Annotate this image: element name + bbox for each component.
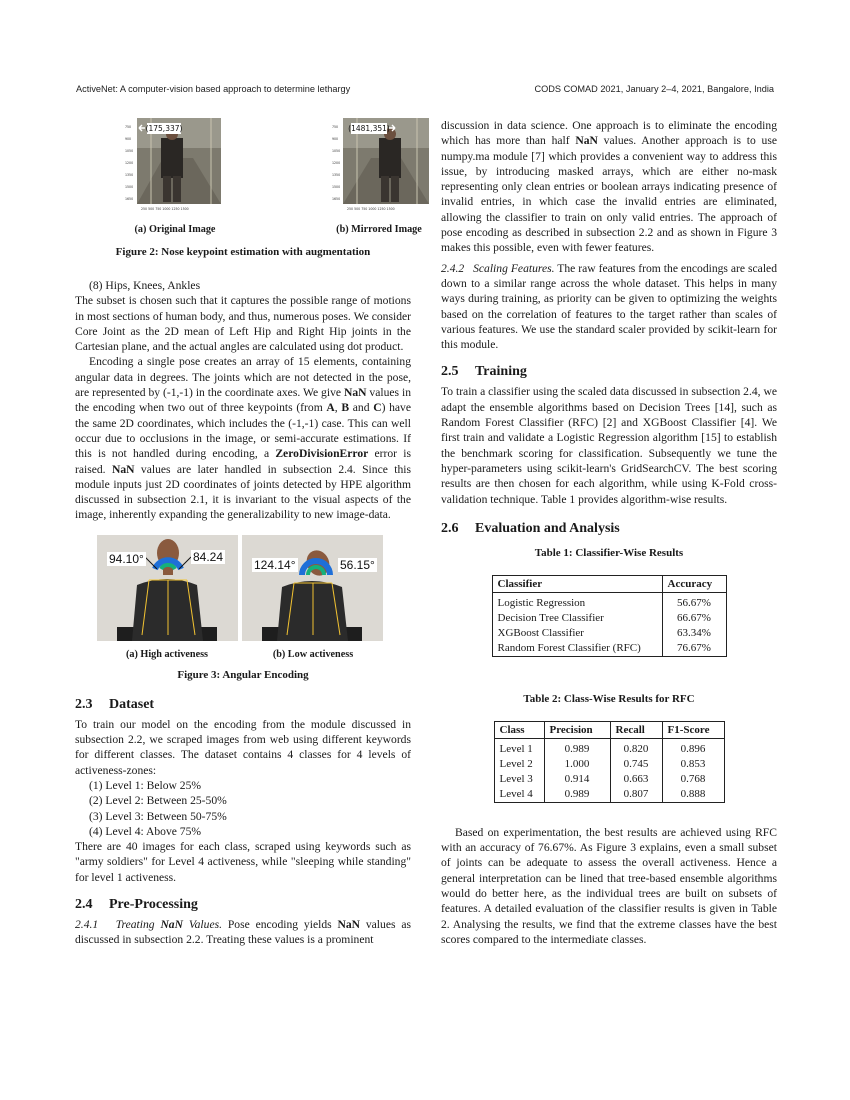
levels-list [75, 778, 411, 839]
table-row: Level 2 1.000 0.745 0.853 [494, 757, 724, 772]
paragraph-training: To train a classifier using the scaled data discussed in subsection 2.4, we adapt the ensemble algorithms based on Decision Trees [14], such as Random Forest Classifier (RFC) [2] and XGBoost Classifier [4]. We first train and validate a Logistic Regression algorithm [15] to establish the benchmark scoring for classification. Subsequently we tune the hyper-parameters using scikit-learn's GridSearchCV. The best scoring results are then chosen for each algorithm, while using K-Fold cross-validation technique. Table 1 provides algorithm-wise results. [441, 385, 777, 506]
table-header: Class [494, 721, 544, 738]
section-2-6-heading: 2.6 Evaluation and Analysis [441, 520, 620, 536]
level-item: (3) Level 3: Between 50-75% [89, 809, 227, 823]
paragraph-masked-arrays: discussion in data science. One approach is to eliminate the encoding which has more than half NaN values. Another approach is to use numpy.ma module [7] which provides a convenient way to address this issue, by introducing masked arrays, which are either no-mask representing only clean entries or boolean arrays indicating presence of invalid entries, in which case the invalid entries are eliminated, allowing the classifier to train on only valid entries. The approach of pose encoding as described in subsection 2.2 and as shown in Figure 3 makes this possible, even with fewer features. [441, 119, 778, 255]
svg-text:1650: 1650 [332, 197, 341, 201]
figure-2 [75, 118, 422, 268]
svg-text:1500: 1500 [125, 185, 134, 189]
svg-text:1350: 1350 [125, 173, 134, 177]
running-header [76, 84, 774, 98]
section-2-3-heading: 2.3 Dataset [75, 696, 155, 712]
svg-text:1200: 1200 [332, 161, 341, 165]
svg-text:1650: 1650 [125, 197, 134, 201]
figure-2b-subcaption: (b) Mirrored Image [336, 224, 422, 235]
header-venue: CODS COMAD 2021, January 2–4, 2021, Bangalore, India [534, 84, 774, 94]
svg-text:900: 900 [125, 137, 132, 141]
svg-text:1200: 1200 [125, 161, 134, 165]
figure-2a-image [123, 118, 221, 211]
figure-2b-coord: (1481,351) [348, 124, 390, 133]
svg-text:1500: 1500 [332, 185, 341, 189]
table-header: Recall [610, 721, 662, 738]
table-row: Decision Tree Classifier 66.67% [492, 611, 726, 626]
svg-text:750: 750 [125, 125, 132, 129]
table-row: XGBoost Classifier 63.34% [492, 626, 726, 641]
figure-2-caption: Figure 2: Nose keypoint estimation with augmentation [115, 246, 371, 258]
paragraph-encoding: Encoding a single pose creates an array of 15 elements, containing angular data in degrees. The joints which are not detected in the pose, are represented by (-1,-1) in the coordinate axes. We give NaN values in the encoding when two out of three keypoints (from A, B and C) have the same 2D coordinates, which includes the (-1,-1) case. This can well occur due to occlusions in the image, or semi-accurate estimations. If this is not handled during encoding, a ZeroDivisionError error is raised. NaN values are later handled in subsection 2.4. Since this module inputs just 2D coordinates of joints detected by HPE algorithm discussed in subsection 2.1, it is invariant to the visual aspects of the image, inherently expanding the generalizability to new image-data. [75, 355, 412, 522]
table-2 [494, 721, 725, 803]
figure-2a-coord: (175,337) [145, 124, 183, 133]
svg-text:250 500 750 1000 1250 1500: 250 500 750 1000 1250 1500 [141, 207, 189, 211]
right-column [441, 118, 777, 947]
paragraph-subset: The subset is chosen such that it captures the possible range of motions in most sections of human body, and thus, numerous poses. We consider Core Joint as the 2D mean of Left Hip and Right Hip joints in the Cartesian plane, and the actual angles are calculated using dot product. [75, 294, 411, 354]
paragraph-dataset: To train our model on the encoding from the module discussed in subsection 2.2, we scraped images from web using different keywords for different classes. The dataset contains 4 classes for 4 levels of activeness-zones: [75, 717, 411, 777]
table-row: Level 3 0.914 0.663 0.768 [494, 772, 724, 787]
svg-text:900: 900 [332, 137, 339, 141]
table-header: Accuracy [662, 575, 726, 592]
table-header: Classifier [492, 575, 662, 592]
header-title: ActiveNet: A computer-vision based approach to determine lethargy [76, 84, 351, 94]
section-2-4-heading: 2.4 Pre-Processing [75, 897, 198, 913]
left-column [75, 118, 422, 948]
level-item: (1) Level 1: Below 25% [89, 778, 202, 792]
table-1 [492, 575, 727, 657]
svg-text:1350: 1350 [332, 173, 341, 177]
figure-3 [75, 535, 411, 687]
table-row: Logistic Regression 56.67% [492, 592, 726, 611]
table-2-caption: Table 2: Class-Wise Results for RFC [523, 692, 695, 705]
figure-3b-right-angle: 56.15° [340, 557, 375, 572]
figure-3a-image [97, 535, 238, 641]
table-row: Level 4 0.989 0.807 0.888 [494, 787, 724, 803]
section-2-5-heading: 2.5 Training [441, 364, 527, 380]
figure-3b-left-angle: 124.14° [254, 557, 296, 572]
figure-3a-subcaption: (a) High activeness [125, 648, 209, 660]
figure-3b-subcaption: (b) Low activeness [272, 648, 354, 660]
figure-3b-image [242, 535, 383, 641]
figure-2a-subcaption: (a) Original Image [134, 224, 216, 235]
figure-3a-right-angle: 84.24 [193, 549, 224, 564]
table-row: Level 1 0.989 0.820 0.896 [494, 738, 724, 757]
svg-text:1050: 1050 [332, 149, 341, 153]
table-1-caption: Table 1: Classifier-Wise Results [534, 546, 684, 559]
svg-text:250 500 750 1000 1250 1500: 250 500 750 1000 1250 1500 [347, 207, 395, 211]
paragraph-nan: 2.4.1 Treating NaN Values. Pose encoding yields NaN values as discussed in subsection 2.2. Treating these values is a prominent [75, 918, 411, 947]
figure-3-caption: Figure 3: Angular Encoding [177, 668, 309, 681]
paragraph-images: There are 40 images for each class, scraped using keywords such as "army soldiers" for Level 4 activeness, while "sleeping while standing" for level 1 activeness. [75, 840, 411, 884]
figure-2b-image [331, 118, 429, 211]
table-row: Random Forest Classifier (RFC) 76.67% [492, 641, 726, 657]
table-header: Precision [544, 721, 610, 738]
figure-3a-left-angle: 94.10° [109, 551, 144, 566]
paragraph-scaling: 2.4.2 Scaling Features. The raw features from the encodings are scaled down to a similar range across the whole dataset. This helps in many ways during training, as priority can be given to optimizing the weights based on the correlation of features to the target rather than scales of various features. We use the standard scaler provided by scikit-learn for this module. [441, 261, 777, 352]
list-item-8: (8) Hips, Knees, Ankles [89, 279, 201, 292]
svg-text:750: 750 [332, 125, 339, 129]
paragraph-conclusion: Based on experimentation, the best results are achieved using RFC with an accuracy of 76.67%. As Figure 3 explains, even a small subset of joints can be adequate to assess the overall activeness. Hence a general interpretation can be lined that tree-based ensemble algorithms would do better here, as the individual trees are built on subsets of features. A detailed evaluation of the classifier results is given in Table 2. Analysing the results, we find that the extreme classes have the best scores compared to the intermediate classes. [441, 825, 777, 946]
level-item: (2) Level 2: Between 25-50% [89, 794, 227, 808]
table-header: F1-Score [662, 721, 724, 738]
svg-text:1050: 1050 [125, 149, 134, 153]
level-item: (4) Level 4: Above 75% [89, 824, 202, 838]
